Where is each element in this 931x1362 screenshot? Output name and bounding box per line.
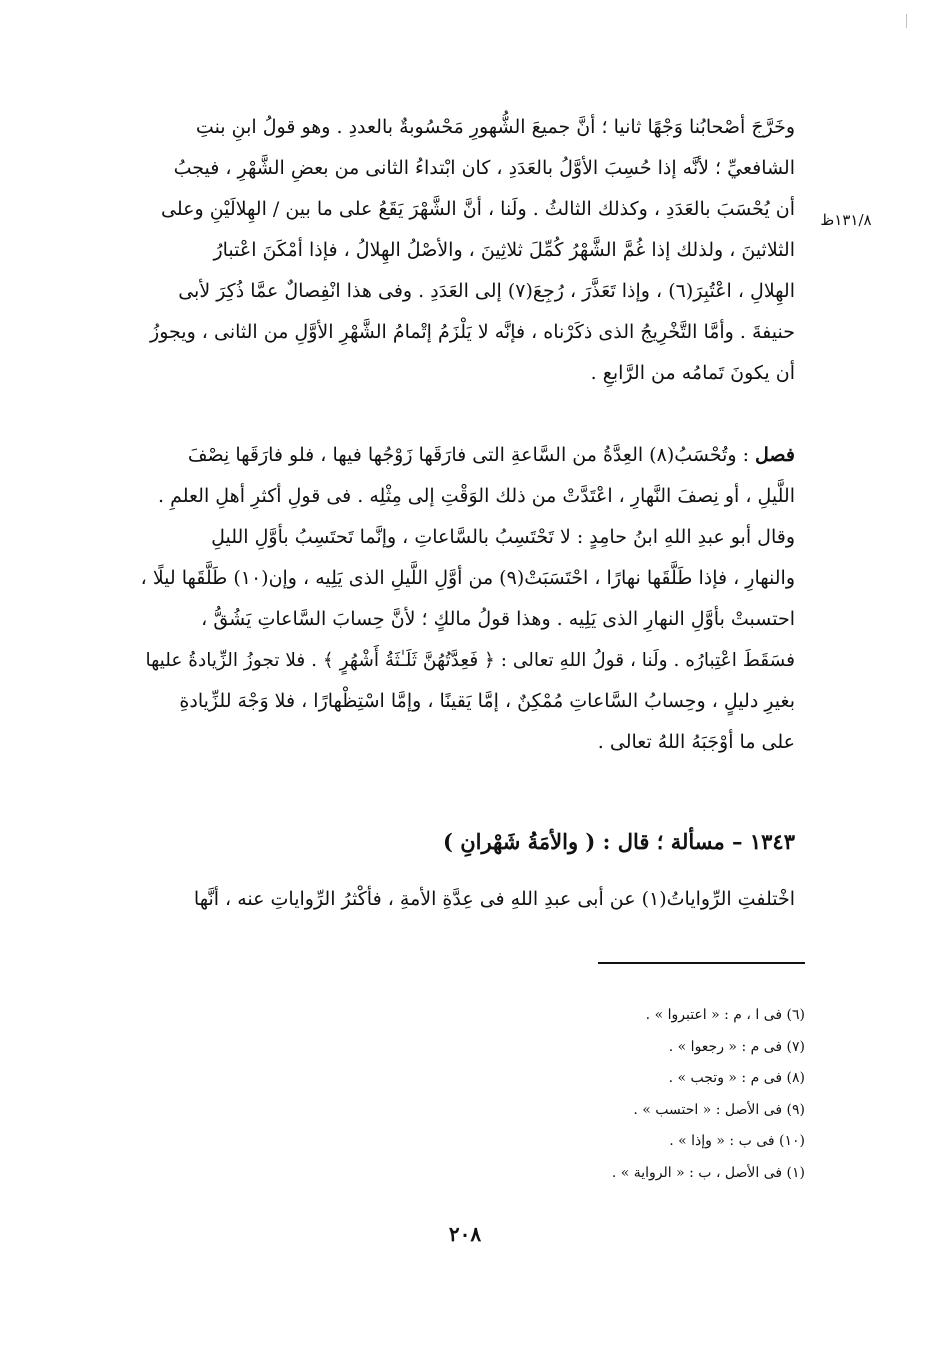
manuscript-folio-note: ١٣١/٨ظ [820, 211, 872, 229]
scan-mark [906, 14, 913, 28]
footnote-10: (١٠) فى ب : « وإذا » . [669, 1133, 805, 1149]
paragraph-1-line-7: أن يكونَ تَمامُه من الرَّابعِ . [590, 362, 795, 384]
footnotes [560, 1000, 805, 1189]
paragraph-2 [130, 434, 795, 763]
footnote-divider [598, 962, 805, 964]
paragraph-2-line-1-text: : وتُحْسَبُ(٨) العِدَّةُ من السَّاعةِ التى فارَقَها زَوْجُها فيها ، فلو فارَقَها نِصْفَ [187, 444, 756, 466]
paragraph-2-line-2: اللَّيلِ ، أو نِصفَ النَّهارِ ، اعْتَدَّتْ من ذلك الوَقْتِ إلى مِثْلِه . فى قولِ أكثرِ أهلِ العلمِ . [158, 485, 795, 507]
page-number: ٢٠٨ [448, 1222, 482, 1246]
footnote-1: (١) فى الأصل ، ب : « الرواية » . [611, 1164, 805, 1181]
paragraph-3-line-1: اخْتلفتِ الرِّواياتُ(١) عن أبى عبدِ اللهِ فى عِدَّةِ الأمةِ ، فأكْثرُ الرِّواياتِ عنه ، أنَّها [193, 888, 795, 910]
section-lead-word: فصل [755, 444, 795, 466]
paragraph-2-line-6: فسَقَطَ اعْتِبارُه . ولَنا ، قولُ اللهِ تعالى : ﴿ فَعِدَّتُهُنَّ ثَلَـٰثَةُ أَشْهُرٍ ﴾ . فلا تجوزُ الزِّيادةُ عليها [145, 650, 795, 671]
paragraph-2-line-7: بغيرِ دليلٍ ، وحِسابُ السَّاعاتِ مُمْكِنٌ ، إمَّا يَقينًا ، وإمَّا اسْتِظْهارًا ، فلا وَجْهَ للزِّيادةِ [179, 690, 795, 712]
issue-title: – مسألة ؛ قال : ( والأمَةُ شَهْرانِ ) [442, 829, 750, 854]
paragraph-1-line-1: وخَرَّجَ أصْحابُنا وَجْهًا ثانيا ؛ أنَّ جميعَ الشُّهورِ مَحْسُوبةٌ بالعددِ . وهو قولُ ابنِ بنتِ [195, 116, 795, 138]
issue-number: ١٣٤٣ [749, 829, 795, 854]
paragraph-3 [130, 878, 795, 920]
paragraph-2-line-1 [130, 434, 795, 476]
paragraph-2-line-8: على ما أوْجَبَهُ اللهُ تعالى . [597, 731, 795, 753]
paragraph-1-line-4: الثلاثينَ ، ولذلك إذا غُمَّ الشَّهْرُ كُمِّلَ ثلاثِينَ ، والأصْلُ الهِلالُ ، فإذا أمْكَنَ اعْتبارُ [213, 239, 795, 261]
paragraph-1-line-5: الهِلالِ ، اعْتُبِرَ(٦) ، وإذا تَعَذَّرَ ، رُجِعَ(٧) إلى العَدَدِ . وفى هذا انْفِصالٌ عمَّا ذُكِرَ لأبى [178, 280, 795, 302]
footnote-6: (٦) فى ا ، م : « اعتبروا » . [645, 1007, 805, 1023]
issue-heading [400, 820, 795, 864]
paragraph-2-line-3: وقال أبو عبدِ اللهِ ابنُ حامِدٍ : لا تَحْتَسِبُ بالسَّاعاتِ ، وإنَّما تَحتَسِبُ بأوَّلِ الليلِ [211, 526, 795, 548]
footnote-9: (٩) فى الأصل : « احتسب » . [633, 1101, 805, 1118]
paragraph-1-line-3: أن يُحْسَبَ بالعَدَدِ ، وكذلك الثالثُ . ولَنا ، أنَّ الشَّهْرَ يَقَعُ على ما بين / الهِلالَيْنِ وعلى [161, 198, 795, 220]
paragraph-1 [130, 106, 795, 394]
paragraph-2-line-5: احتسبتْ بأوَّلِ النهارِ الذى يَلِيه . وهذا قولُ مالكٍ ؛ لأنَّ حِسابَ السَّاعاتِ يَشُقُّ ، [201, 608, 795, 630]
paragraph-1-line-6: حنيفةَ . وأمَّا التَّخْرِيجُ الذى ذكَرْناه ، فإنَّه لا يَلْزَمُ إتْمامُ الشَّهْرِ الأوَّلِ من الثانى ، ويجوزُ [150, 321, 795, 343]
footnote-7: (٧) فى م : « رجعوا » . [668, 1038, 805, 1055]
paragraph-2-line-4: والنهارِ ، فإذا طَلَّقَها نهارًا ، احْتَسَبَتْ(٩) من أوَّلِ اللَّيلِ الذى يَلِيه ، وإن(١٠) طَلَّقَها ليلًا ، [140, 567, 795, 589]
footnote-8: (٨) فى م : « وتجب » . [668, 1070, 805, 1086]
paragraph-1-line-2: الشافعيِّ ؛ لأنَّه إذا حُسِبَ الأوَّلُ بالعَدَدِ ، كان ابْتداءُ الثانى من بعضِ الشَّهْرِ ، فيجبُ [173, 157, 795, 179]
